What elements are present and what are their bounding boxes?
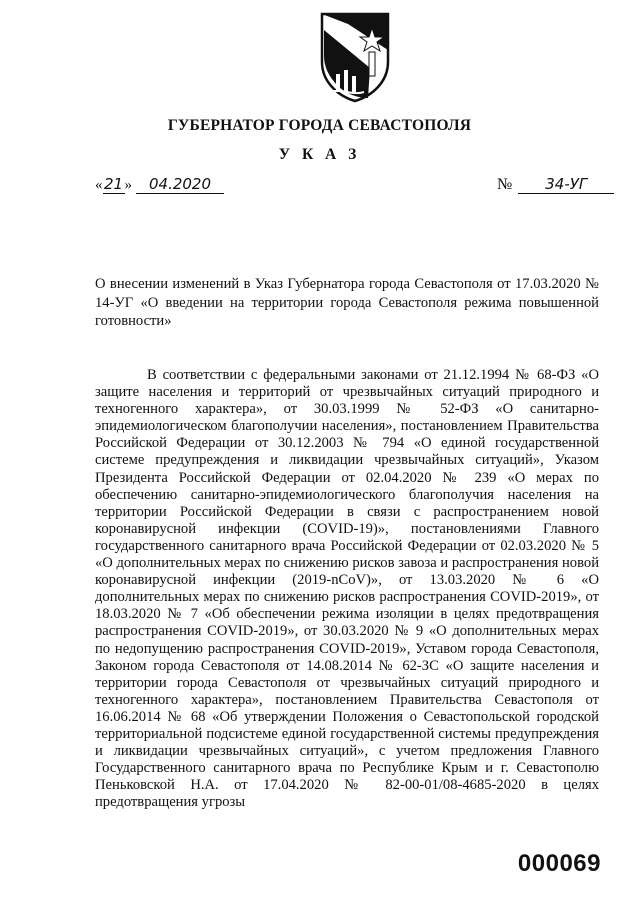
decree-subject: О внесении изменений в Указ Губернатора города Севастополя от 17.03.2020 № 14-УГ «О введении на территории города Севастополя режима повышенной готовности» xyxy=(95,276,599,329)
date-month-year-handwritten: 04.2020 xyxy=(136,175,224,194)
issuing-authority: ГУБЕРНАТОР ГОРОДА СЕВАСТОПОЛЯ xyxy=(167,117,472,134)
decree-number-handwritten: 34-УГ xyxy=(518,175,614,194)
decree-body-paragraph: В соответствии с федеральными законами от 21.12.1994 № 68-ФЗ «О защите населения и территорий от чрезвычайных ситуаций природного и техногенного характера», от 30.03.1999 № 52-ФЗ «О санитарно-эпидемиологическом благополучии населения», постановлением Правительства Российской Федерации от 30.12.2003 № 794 «О единой государственной системе предупреждения и ликвидации чрезвычайных ситуаций», Указом Президента Российской Федерации от 02.04.2020 № 239 «О мерах по обеспечению санитарно-эпидемиологического благополучия населения на территории Российской Федерации в связи с распространением новой коронавирусной инфекции (COVID-19)», постановлениями Главного государственного санитарного врача Российской Федерации от 02.03.2020 № 5 «О дополнительных мерах по снижению рисков завоза и распространения новой коронавирусной инфекции (2019-nCoV)», от 13.03.2020 № 6 «О дополнительных мерах по снижению рисков распространения COVID-2019», от 18.03.2020 № 7 «Об обеспечении режима изоляции в целях предотвращения распространения COVID-2019», от 30.03.2020 № 9 «О дополнительных мерах по недопущению распространения COVID-2019», Уставом города Севастополя, Законом города Севастополя от 14.08.2014 № 62-ЗС «О защите населения и территории города Севастополя от чрезвычайных ситуаций природного и техногенного характера», постановлением Правительства Севастополя от 16.06.2014 № 68 «Об утверждении Положения о Севастопольской городской территориальной подсистеме единой государственной системы предупреждения и ликвидации чрезвычайных ситуаций», с учетом предложения Главного Государственного санитарного врача по Республике Крым и г. Севастополю Пеньковской Н.А. от 17.04.2020 № 82-00-01/08-4685-2020 в целях предотвращения угрозы xyxy=(95,367,599,811)
sevastopol-coat-of-arms-icon xyxy=(318,10,392,104)
document-type-title: У К А З xyxy=(278,146,361,163)
serial-number: 000069 xyxy=(517,850,601,877)
decree-number xyxy=(497,175,614,194)
date-close-quote: » xyxy=(124,177,132,193)
date-day-handwritten: 21 xyxy=(103,175,124,193)
number-sign: № xyxy=(497,176,513,193)
date-open-quote: « xyxy=(95,177,103,193)
decree-date xyxy=(95,175,224,194)
